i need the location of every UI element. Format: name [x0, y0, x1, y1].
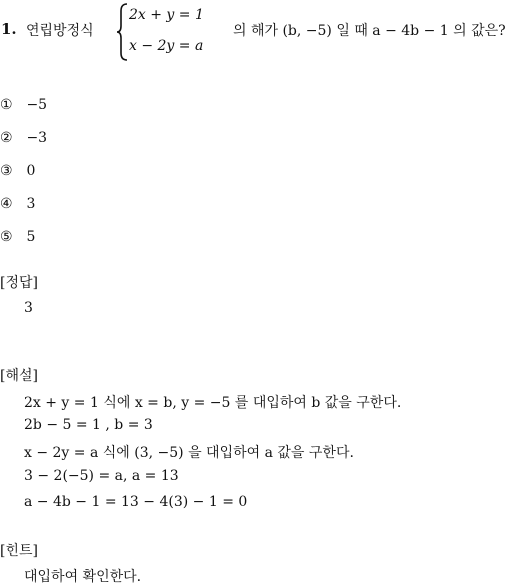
- choice-4[interactable]: [0, 196, 35, 212]
- question-number: 1.: [1, 20, 17, 38]
- choice-marker: ②: [0, 130, 13, 146]
- choice-value: 5: [26, 229, 36, 245]
- question-suffix: 의 해가 (b, −5) 일 때 a − 4b − 1 의 값은?: [233, 23, 506, 39]
- system-equation-2: x − 2y = a: [129, 38, 204, 54]
- choice-marker: ①: [0, 97, 13, 113]
- choice-2[interactable]: [0, 130, 47, 146]
- choice-value: 3: [26, 196, 36, 212]
- choice-value: 0: [26, 163, 36, 179]
- choice-3[interactable]: [0, 163, 35, 179]
- answer-label: [정답]: [0, 275, 38, 291]
- choice-marker: ⑤: [0, 229, 13, 245]
- choice-5[interactable]: [0, 229, 35, 245]
- explanation-line-1: 2x + y = 1 식에 x = b, y = −5 를 대입하여 b 값을 구한다.: [24, 395, 402, 411]
- hint-text: 대입하여 확인한다.: [24, 569, 142, 585]
- hint-label: [힌트]: [0, 543, 38, 559]
- choice-marker: ④: [0, 196, 13, 212]
- question-prefix: 연립방정식: [26, 23, 94, 39]
- choice-1[interactable]: [0, 97, 47, 113]
- choice-marker: ③: [0, 163, 13, 179]
- explanation-line-4: 3 − 2(−5) = a, a = 13: [24, 468, 179, 484]
- choice-value: −5: [26, 97, 48, 113]
- left-brace-icon: [117, 3, 129, 61]
- answer-value: 3: [24, 300, 33, 316]
- explanation-line-3: x − 2y = a 식에 (3, −5) 을 대입하여 a 값을 구한다.: [24, 445, 354, 461]
- explanation-line-5: a − 4b − 1 = 13 − 4(3) − 1 = 0: [24, 494, 248, 510]
- choice-value: −3: [26, 130, 48, 146]
- explanation-line-2: 2b − 5 = 1 , b = 3: [24, 417, 153, 433]
- system-equation-1: 2x + y = 1: [129, 7, 204, 23]
- explanation-label: [해설]: [0, 368, 38, 384]
